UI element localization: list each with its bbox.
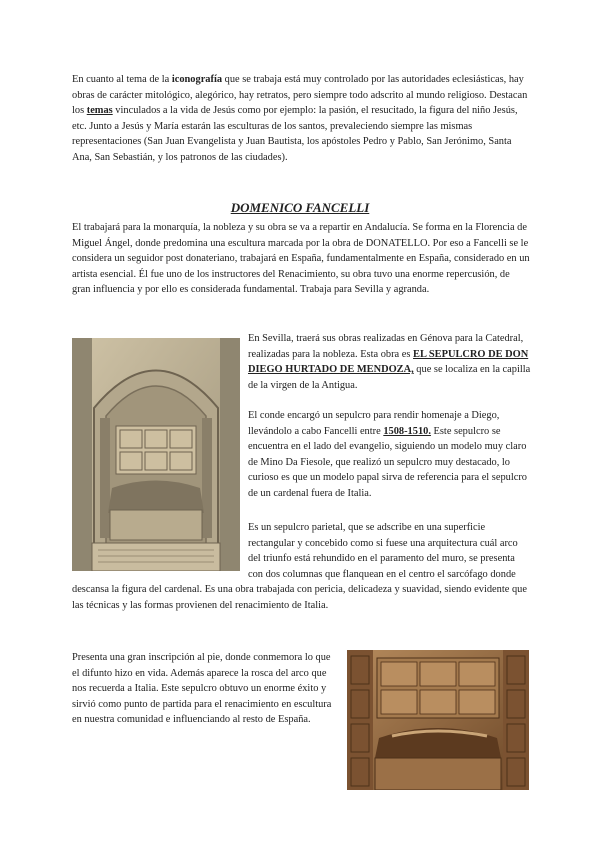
- dates: 1508-1510.: [383, 425, 431, 437]
- sevilla-paragraph: [248, 331, 532, 393]
- intro-text-3: vinculados a la vida de Jesús como por ejemplo: la pasión, el resucitado, la figura del niño Jesús, etc. Junto a Jesús y María estarán las esculturas de los santos, prevaleciendo siempre las mismas representaciones (San Juan Evangelista y Juan Bautista, los apóstoles Pedro y Pablo, San Jerónimo, Santa Ana, San Sebastián, y los patronos de las ciudades).: [72, 105, 518, 163]
- float-spacer: [72, 520, 248, 582]
- commission-text-2: Este sepulcro se encuentra en el lado del evangelio, siguiendo un modelo muy claro de Mino Da Fiesole, que realizó un sepulcro muy destacado, lo curioso es que un modelo papal sirva de referencia para el sepulcro de un cardenal fuera de Italia.: [248, 425, 527, 499]
- tomb-photo-detail-drawing: [347, 650, 529, 790]
- commission-text-1: El conde encargó un sepulcro para rendir homenaje a Diego, llevándolo a cabo Fancelli entre: [248, 410, 500, 437]
- work-title: EL SEPULCRO DE DON DIEGO HURTADO DE MENDOZA,: [248, 348, 529, 375]
- fancelli-intro-paragraph: El trabajará para la monarquía, la nobleza y su obra se va a repartir en Andalucía. Se forma en la Florencia de Miguel Ángel, donde predomina una escultura marcada por la obra de DONATELLO. Por eso a Fancelli se le considera un seguidor post donateriano, trabajará en España, fundamentalmente en España, considerado en un artista esencial. Él fue uno de los instructores del Renacimiento, su obra tuvo una enorme repercusión, de gran influencia y por ello es considerada fundamental. Trabaja para Sevilla y agranda.: [72, 222, 530, 295]
- commission-paragraph: [248, 408, 532, 501]
- description-text: Es un sepulcro parietal, que se adscribe en una superficie rectangular y concebido como si fuese una arquitectura cuál arco del triunfo está rehundido en el paramento del muro, se presenta con dos columnas que flanquean en el centro el sarcófago donde descansa la figura del cardenal. Es una obra trabajada con pericia, delicadeza y suavidad, siendo evidente que las técnicas y las formas provienen del renacimiento de Italia.: [72, 522, 527, 611]
- sevilla-text-1: En Sevilla, traerá sus obras realizadas en Génova para la Catedral, realizadas para la nobleza. Esta obra es: [248, 333, 524, 360]
- sevilla-text-2: que se localiza en la capilla de la virgen de la Antigua.: [248, 364, 531, 391]
- inscription-paragraph: Presenta una gran inscripción al pie, donde conmemora lo que el difunto hizo en vida. Además aparece la rosca del arco que nos recuerda a Italia. Este sepulcro obtuvo un enorme éxito y sirvió como punto de partida para el renacimiento en escultura en nuestra comunidad e influenciando al resto de España.: [72, 652, 332, 725]
- intro-paragraph: [72, 72, 530, 165]
- intro-text-1: En cuanto al tema de la: [72, 74, 172, 85]
- section-heading: DOMENICO FANCELLI: [230, 200, 370, 215]
- keyword-temas: temas: [86, 105, 113, 116]
- intro-text-2: que se trabaja está muy controlado por las autoridades eclesiásticas, hay obras de carácter mitológico, alegórico, hay retratos, pero siempre todo adscrito al mundo religioso. Destacan los: [72, 74, 528, 116]
- tomb-photo-detail: [347, 650, 529, 790]
- keyword-iconografia: iconografía: [171, 74, 223, 85]
- description-paragraph: [72, 520, 532, 613]
